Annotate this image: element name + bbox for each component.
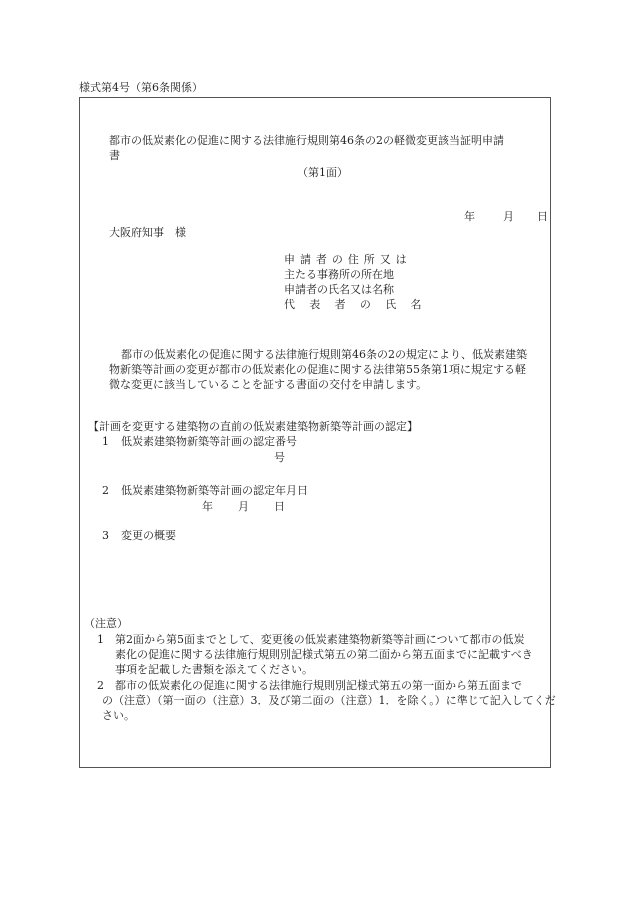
- item-3-number: 3: [102, 529, 109, 542]
- body-text-line: 都市の低炭素化の促進に関する法律施行規則第46条の2の規定により、低炭素建築: [121, 348, 527, 361]
- note-2-number: 2: [97, 679, 104, 692]
- applicant-name-label: 申請者の氏名又は名称: [284, 283, 394, 296]
- item-2-day-label: 日: [274, 500, 285, 513]
- note-1-line: 第2面から第5面までとして、変更後の低炭素建築物新築等計画について都市の低炭: [115, 633, 525, 646]
- date-day-label: 日: [537, 210, 548, 223]
- note-1-line: 素化の促進に関する法律施行規則別記様式第五の第二面から第五面までに記載すべき: [115, 648, 533, 661]
- note-2-line: さい。: [102, 709, 135, 722]
- date-year-label: 年: [464, 210, 475, 223]
- body-text-line: 微な変更に該当していることを証する書面の交付を申請します。: [109, 378, 428, 391]
- body-text-line: 物新築等計画の変更が都市の低炭素化の促進に関する法律第55条第1項に規定する軽: [109, 363, 526, 376]
- note-1-number: 1: [97, 633, 104, 646]
- application-form: [79, 97, 556, 768]
- item-1-label: 低炭素建築物新築等計画の認定番号: [121, 435, 297, 448]
- item-1-number: 1: [102, 435, 109, 448]
- note-2-line: 都市の低炭素化の促進に関する法律施行規則別記様式第五の第一面から第五面まで: [115, 679, 522, 692]
- note-2-line: の（注意）（第一面の（注意）3．及び第二面の（注意）1．を除く。）に準じて記入してくだ: [102, 694, 556, 707]
- applicant-address-label: 申請者の住所又は: [284, 253, 412, 266]
- item-2-year-label: 年: [202, 500, 213, 513]
- date-month-label: 月: [503, 210, 514, 223]
- page-label: （第1面）: [297, 166, 348, 179]
- item-2-month-label: 月: [238, 500, 249, 513]
- section-heading: 【計画を変更する建築物の直前の低炭素建築物新築等計画の認定】: [88, 420, 418, 433]
- form-title-line1: 都市の低炭素化の促進に関する法律施行規則第46条の2の軽微変更該当証明申請: [109, 134, 504, 147]
- representative-name-label: 代表者の氏名: [284, 298, 436, 311]
- item-1-suffix: 号: [274, 451, 285, 464]
- form-title-line2: 書: [109, 149, 120, 162]
- note-1-line: 事項を記載した書類を添えてください。: [115, 663, 313, 676]
- item-3-label: 変更の概要: [121, 529, 176, 542]
- applicant-office-label: 主たる事務所の所在地: [284, 268, 394, 281]
- item-2-label: 低炭素建築物新築等計画の認定年月日: [121, 484, 308, 497]
- form-number: 様式第4号（第6条関係）: [79, 81, 203, 94]
- item-2-number: 2: [102, 484, 109, 497]
- notes-title: （注意）: [84, 617, 128, 630]
- addressee: 大阪府知事 様: [109, 226, 186, 239]
